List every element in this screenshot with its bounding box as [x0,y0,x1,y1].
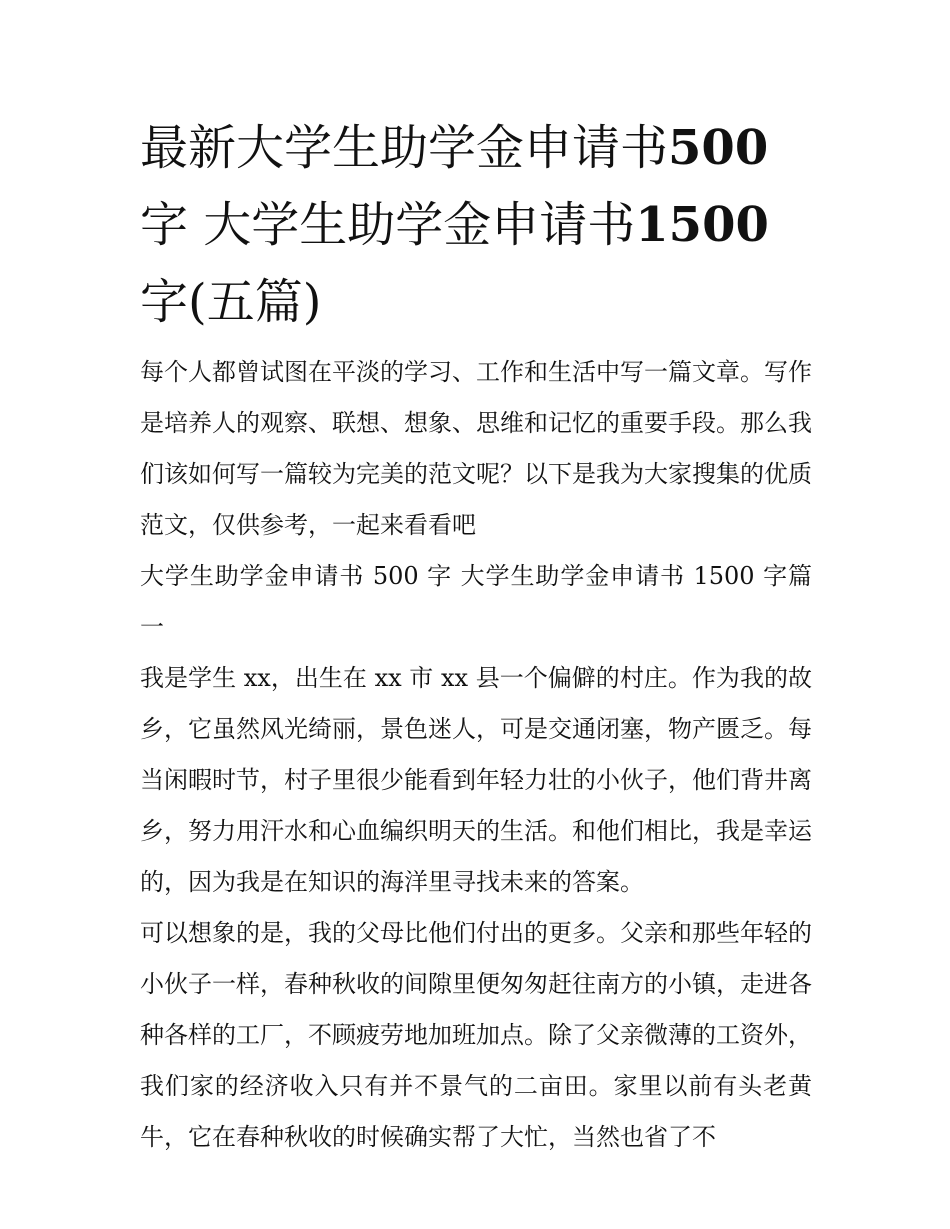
title-text-1: 最新大学生助学金申请书 [140,120,669,176]
intro-paragraph: 每个人都曾试图在平淡的学习、工作和生活中写一篇文章。写作是培养人的观察、联想、想象、思维和记忆的重要手段。那么我们该如何写一篇较为完美的范文呢？以下是我为大家搜集的优质范文，仅供参考，一起来看看吧 [140,358,812,539]
title-number-1500: 1500 [635,197,769,253]
title-text-2: 字 大学生助学金申请书 [140,197,636,253]
body-paragraph-2: 可以想象的是，我的父母比他们付出的更多。父亲和那些年轻的小伙子一样，春种秋收的间隙里便匆匆赶往南方的小镇，走进各种各样的工厂，不顾疲劳地加班加点。除了父亲微薄的工资外，我们家的经济收入只有并不景气的二亩田。家里以前有头老黄牛，它在春种秋收的时候确实帮了大忙，当然也省了不 [140,919,812,1151]
document-title [140,110,812,341]
title-text-3: 字(五篇) [140,274,322,330]
body-paragraph-1: 我是学生 xx，出生在 xx 市 xx 县一个偏僻的村庄。作为我的故乡，它虽然风光绮丽，景色迷人，可是交通闭塞，物产匮乏。每当闲暇时节，村子里很少能看到年轻力壮的小伙子，他们背井离乡，努力用汗水和心血编织明天的生活。和他们相比，我是幸运的，因为我是在知识的海洋里寻找未来的答案。 [140,664,812,896]
section-heading: 大学生助学金申请书 500 字 大学生助学金申请书 1500 字篇一 [140,562,812,641]
document-page [140,110,812,1163]
title-number-500: 500 [668,120,769,176]
